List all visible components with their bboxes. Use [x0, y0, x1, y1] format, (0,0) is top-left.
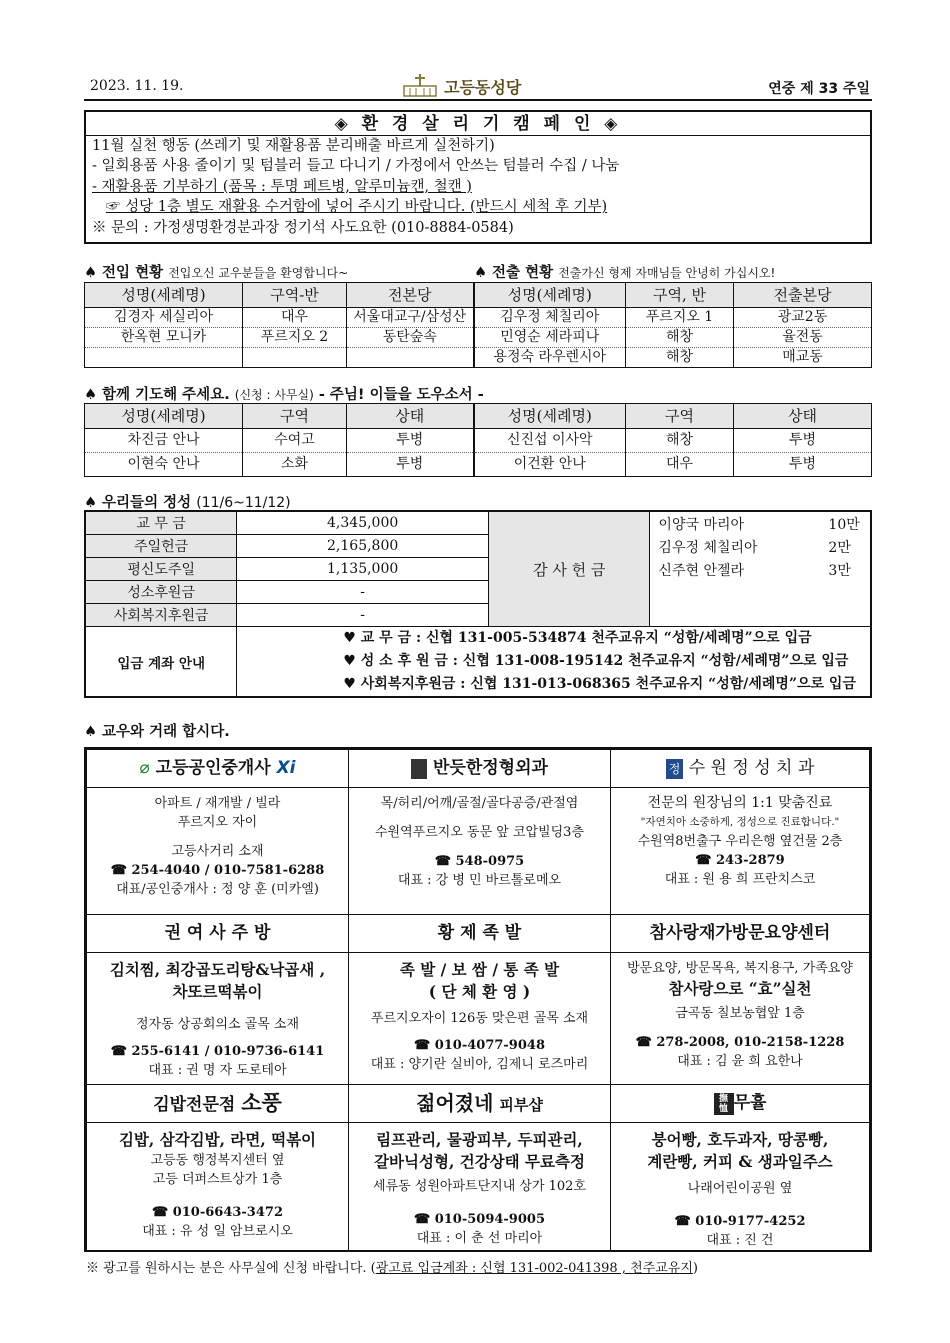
- footer-close: ): [692, 1261, 698, 1276]
- ad-line: 족 발 / 보 쌈 / 통 족 발: [399, 960, 560, 979]
- ortho-logo-icon: [411, 759, 427, 779]
- ad-spacer: [349, 1196, 610, 1210]
- footer-text: ※ 광고를 원하시는 분은 사무실에 신청 바랍니다. (: [86, 1261, 376, 1276]
- ad-phone: ☎ 010-5094-9005: [413, 1212, 545, 1227]
- donor-name: 신주현 안젤라: [658, 563, 745, 579]
- church-logo: [402, 74, 521, 98]
- column-header: 성명(세례명): [85, 283, 243, 308]
- column-header: 성명(세례명): [474, 283, 626, 308]
- ad-name: 피부샵: [499, 1096, 543, 1114]
- account-line: ♥ 사회복지후원금 : 신협 131-013-068365 천주교유지 “성함/세례명”으로 입금: [343, 676, 856, 692]
- ad-spacer: [87, 832, 348, 842]
- campaign-line: - 일회용품 사용 줄이기 및 텀블러 들고 다니기 / 가정에서 안쓰는 텀블러 수집 / 나눔: [92, 158, 620, 175]
- ad-line: 김밥, 삼각김밥, 라면, 떡볶이: [118, 1130, 317, 1149]
- ad-spacer: [611, 1023, 869, 1033]
- ad-title: 권 여 사 주 방: [87, 915, 348, 953]
- table-cell: 광교2동: [734, 308, 872, 328]
- ad-line: 차또르떡볶이: [172, 982, 263, 1001]
- offering-label: 주일헌금: [86, 535, 237, 558]
- campaign-box: [84, 110, 872, 244]
- ad-line: 참사랑으로 “효”실천: [668, 979, 812, 998]
- column-header: 상태: [347, 404, 474, 429]
- section-title: ♠ 전출 현황: [474, 265, 554, 281]
- table-cell: 해창: [626, 429, 734, 453]
- table-cell: [85, 348, 243, 368]
- ad-title: [611, 750, 869, 788]
- ad-phone: ☎ 010-6643-3472: [151, 1205, 283, 1220]
- account-line: ♥ 교 무 금 : 신협 131-005-534874 천주교유지 “성함/세례명”으로 입금: [343, 630, 812, 646]
- ad-spacer: [349, 813, 610, 823]
- offering-label: 평신도주일: [86, 558, 237, 581]
- ad-cell: [349, 915, 611, 1085]
- column-header: 구역-반: [243, 283, 347, 308]
- table-header-row: [85, 283, 872, 308]
- ad-phone: ☎ 278-2008, 010-2158-1228: [635, 1035, 845, 1050]
- ad-line: 정자동 상공회의소 골목 소재: [135, 1017, 300, 1032]
- offering-amount: -: [237, 581, 489, 604]
- table-cell: 김우정 체칠리아: [474, 308, 626, 328]
- ad-title: [87, 1085, 348, 1123]
- ad-body: [87, 788, 348, 899]
- table-cell: 해창: [626, 348, 734, 368]
- ad-name: 반듯한정형외과: [432, 758, 548, 778]
- account-list: [237, 627, 871, 697]
- ad-line: 세류동 성원아파트단지내 상가 102호: [372, 1179, 587, 1194]
- table-cell: 용정숙 라우렌시아: [474, 348, 626, 368]
- transfer-table: [84, 282, 872, 368]
- offering-table: [85, 511, 871, 697]
- ad-phone: ☎ 548-0975: [434, 854, 525, 869]
- column-header: 성명(세례명): [474, 404, 626, 429]
- ad-phone: ☎ 254-4040 / 010-7581-6288: [110, 863, 325, 878]
- header-rule: [84, 99, 872, 101]
- table-cell: 동탄숲속: [347, 328, 474, 348]
- campaign-line-text: ☞ 성당 1층 별도 재활용 수거함에 넣어 주시기 바랍니다. (반드시 세척 후 기부): [106, 199, 608, 216]
- ad-line: 고등 더퍼스트상가 1층: [152, 1172, 283, 1187]
- section-title: ♠ 전입 현황: [84, 265, 164, 281]
- table-cell: 푸르지오 1: [626, 308, 734, 328]
- ad-body: [349, 1123, 610, 1248]
- ad-line: ( 단 체 환 영 ): [428, 982, 531, 1001]
- ad-line: 나래어린이공원 옆: [687, 1181, 793, 1196]
- column-header: 상태: [734, 404, 872, 429]
- ad-body: [349, 788, 610, 890]
- ad-body: [611, 1123, 869, 1250]
- ad-cell: [611, 915, 870, 1085]
- section-subtitle: (신청 : 사무실): [234, 388, 314, 402]
- campaign-contact: ※ 문의 : 가정생명환경분과장 정기석 사도요한 (010-8884-0584): [92, 219, 514, 236]
- ad-spacer: [87, 1034, 348, 1042]
- account-guide-label: 입금 계좌 안내: [86, 627, 237, 697]
- campaign-title: ◈ 환 경 살 리 기 캠 페 인 ◈: [86, 112, 870, 136]
- table-cell: 소화: [243, 453, 347, 477]
- transfer-out-heading: [474, 261, 775, 282]
- ad-cell: [87, 750, 349, 915]
- table-cell: 수여고: [243, 429, 347, 453]
- section-subtitle: (11/6~11/12): [196, 495, 291, 511]
- bulletin-date: 2023. 11. 19.: [90, 78, 184, 94]
- table-cell: 민영순 세라피나: [474, 328, 626, 348]
- ads-grid: [84, 747, 872, 1252]
- xi-logo: Xi: [276, 758, 296, 778]
- table-cell: 투병: [734, 429, 872, 453]
- table-cell: 한옥현 모니카: [85, 328, 243, 348]
- donor-name: 김우정 체칠리아: [658, 540, 758, 556]
- list-item: [658, 537, 870, 560]
- ad-spacer: [349, 1028, 610, 1036]
- section-subtitle: - 주님! 이들을 도우소서 -: [318, 387, 484, 403]
- table-row: [85, 308, 872, 328]
- list-item: [658, 560, 870, 583]
- donor-name: 이양국 마리아: [658, 517, 745, 533]
- table-cell: 이건환 안나: [474, 453, 626, 477]
- donor-amount: 2만: [828, 540, 851, 556]
- liturgical-week: 연중 제 33 주일: [768, 81, 870, 97]
- offering-amount: 1,135,000: [237, 558, 489, 581]
- ad-owner: 대표/공인중개사 : 정 양 훈 (미카엘): [116, 882, 319, 897]
- footer-note: [86, 1257, 698, 1276]
- ad-body: [349, 953, 610, 1074]
- offering-box: [84, 510, 872, 698]
- offering-label: 사회복지후원금: [86, 604, 237, 627]
- section-title: ♠ 우리들의 정성: [84, 495, 192, 511]
- ads-heading: ♠ 교우와 거래 합시다.: [84, 724, 230, 740]
- ad-line: 전문의 원장님의 1:1 맞춤진료: [647, 795, 833, 811]
- ad-body: [611, 953, 869, 1071]
- offering-amount: -: [237, 604, 489, 627]
- ad-line: 수원역8번출구 우리은행 옆건물 2층: [637, 834, 843, 849]
- footer-account: 광고료 입금계좌 : 신협 131-002-041398 , 천주교유지: [375, 1261, 693, 1276]
- ad-title: [611, 1085, 869, 1123]
- ad-line: 수원역푸르지오 동문 앞 코압빌딩3층: [374, 825, 585, 840]
- table-row: [85, 429, 872, 453]
- thanks-list: [650, 512, 871, 627]
- prayer-table: [84, 403, 872, 477]
- ad-line: 김치찜, 최강곱도리탕&낙곱새 ,: [109, 960, 326, 979]
- campaign-line: [86, 197, 870, 217]
- ad-owner: 대표 : 유 성 일 암브로시오: [142, 1224, 293, 1239]
- section-subtitle: 전입오신 교우분들을 환영합니다~: [168, 266, 349, 280]
- ad-line: 푸르지오 자이: [177, 815, 258, 830]
- table-row: [85, 453, 872, 477]
- donor-amount: 3만: [828, 563, 851, 579]
- table-cell: 차진금 안나: [85, 429, 243, 453]
- ad-line: 림프관리, 물광피부, 두피관리,: [376, 1130, 583, 1149]
- table-row: [85, 348, 872, 368]
- ad-line: 고등동 행정복지센터 옆: [150, 1153, 285, 1168]
- thanks-offering-label: 감 사 헌 금: [488, 512, 649, 627]
- ad-name: 수 원 정 성 치 과: [688, 758, 815, 778]
- section-title: ♠ 함께 기도해 주세요.: [84, 387, 230, 403]
- ad-cell: [611, 1085, 870, 1251]
- ad-name: 고등공인중개사: [155, 758, 271, 778]
- ad-body: [87, 953, 348, 1080]
- ad-title: [349, 1085, 610, 1123]
- account-line: ♥ 성 소 후 원 금 : 신협 131-008-195142 천주교유지 “성함/세례명”으로 입금: [343, 653, 849, 669]
- muhyul-logo-icon: 撫 恤: [714, 1093, 734, 1115]
- ad-line: 방문요양, 방문목욕, 복지용구, 가족요양: [627, 961, 853, 976]
- ad-owner: 대표 : 이 춘 선 마리아: [416, 1231, 543, 1246]
- ad-spacer: [87, 1189, 348, 1203]
- table-cell: 매교동: [734, 348, 872, 368]
- campaign-line: 11월 실천 행동 (쓰레기 및 재활용품 분리배출 바르게 실천하기): [92, 138, 495, 154]
- table-header-row: [85, 404, 872, 429]
- leaf-icon: ⌀: [139, 758, 150, 778]
- ad-phone: ☎ 010-4077-9048: [413, 1038, 545, 1053]
- table-cell: 이현숙 안나: [127, 456, 200, 472]
- ad-owner: 대표 : 진 건: [706, 1233, 774, 1248]
- offering-amount: 4,345,000: [237, 512, 489, 535]
- donor-amount: 10만: [828, 517, 860, 533]
- ad-owner: 대표 : 김 윤 희 요한나: [677, 1054, 803, 1069]
- dental-logo-icon: 정: [666, 759, 684, 779]
- table-cell: 대우: [626, 453, 734, 477]
- ad-phone: ☎ 010-9177-4252: [674, 1214, 806, 1229]
- transfer-in-heading: [84, 261, 348, 282]
- ad-spacer: [349, 842, 610, 852]
- table-cell: [243, 348, 347, 368]
- church-icon: [402, 74, 438, 98]
- offering-label: 성소후원금: [86, 581, 237, 604]
- ad-spacer: [87, 1003, 348, 1015]
- ad-brand: 소풍: [241, 1090, 282, 1115]
- ad-line: 아파트 / 재개발 / 빌라: [154, 796, 281, 811]
- ad-title: [349, 750, 610, 788]
- ad-title: 참사랑재가방문요양센터: [611, 915, 869, 953]
- table-cell: 투병: [347, 453, 474, 477]
- table-cell: [347, 348, 474, 368]
- column-header: 전출본당: [734, 283, 872, 308]
- column-header: 전본당: [347, 283, 474, 308]
- ad-body: [87, 1123, 348, 1241]
- table-cell: 푸르지오 2: [243, 328, 347, 348]
- ad-body: [611, 788, 869, 889]
- ad-line: 붕어빵, 호두과자, 땅콩빵,: [651, 1130, 829, 1149]
- offering-heading: [84, 491, 291, 512]
- ad-line: "자연치아 소중하게, 정성으로 진료합니다.": [640, 816, 840, 828]
- table-cell: 율전동: [734, 328, 872, 348]
- column-header: 구역: [626, 404, 734, 429]
- ad-cell: [87, 915, 349, 1085]
- ad-line: 금곡동 칠보농협앞 1층: [675, 1006, 805, 1021]
- ad-owner: 대표 : 강 병 민 바르톨로메오: [397, 873, 562, 888]
- ad-phone: ☎ 255-6141 / 010-9736-6141: [110, 1044, 325, 1059]
- section-subtitle: 전출가신 형제 자매님들 안녕히 가십시오!: [558, 266, 776, 280]
- ad-cell: [349, 750, 611, 915]
- ad-owner: 대표 : 양기란 실비아, 김제니 로즈마리: [370, 1057, 589, 1072]
- ad-title: [87, 750, 348, 788]
- ad-brand: 젊어졌네: [416, 1091, 494, 1115]
- ad-name: 무휼: [733, 1093, 767, 1113]
- table-row: [85, 328, 872, 348]
- column-header: 구역, 반: [626, 283, 734, 308]
- campaign-line: [86, 177, 870, 197]
- ad-cell: [87, 1085, 349, 1251]
- church-name: 고등동성당: [444, 77, 522, 97]
- ads-table: [86, 749, 870, 1251]
- offering-amount: 2,165,800: [237, 535, 489, 558]
- column-header: 성명(세례명): [85, 404, 243, 429]
- ad-line: 푸르지오자이 126동 맞은편 골목 소재: [370, 1011, 589, 1026]
- ad-owner: 대표 : 권 명 자 도로테아: [148, 1063, 287, 1078]
- table-cell: 투병: [734, 453, 872, 477]
- ad-title: 황 제 족 발: [349, 915, 610, 953]
- ad-line: 계란빵, 커피 & 생과일주스: [647, 1152, 833, 1171]
- table-cell: 김경자 세실리아: [85, 308, 243, 328]
- ad-spacer: [611, 1198, 869, 1212]
- ad-line: 갈바닉성형, 건강상태 무료측정: [374, 1152, 585, 1171]
- ad-line: 목/허리/어깨/골절/골다공증/관절염: [380, 796, 579, 811]
- ad-phone: ☎ 243-2879: [695, 853, 785, 868]
- list-item: [658, 514, 870, 537]
- ad-cell: [611, 750, 870, 915]
- ad-cell: [349, 1085, 611, 1251]
- table-cell: 신진섭 이사악: [474, 429, 626, 453]
- table-cell: 서울대교구/삼성산: [347, 308, 474, 328]
- ad-name: 김밥전문점: [153, 1095, 236, 1115]
- column-header: 구역: [243, 404, 347, 429]
- ad-line: 고등사거리 소재: [171, 844, 264, 859]
- prayer-heading: [84, 383, 484, 404]
- table-cell: 해창: [626, 328, 734, 348]
- campaign-line-text: - 재활용품 기부하기 (품목 : 투명 페트병, 알루미늄캔, 철캔 ): [92, 178, 472, 195]
- table-cell: 대우: [243, 308, 347, 328]
- offering-label: 교 무 금: [86, 512, 237, 535]
- table-cell: 투병: [347, 429, 474, 453]
- ad-owner: 대표 : 원 용 희 프란치스코: [664, 872, 816, 887]
